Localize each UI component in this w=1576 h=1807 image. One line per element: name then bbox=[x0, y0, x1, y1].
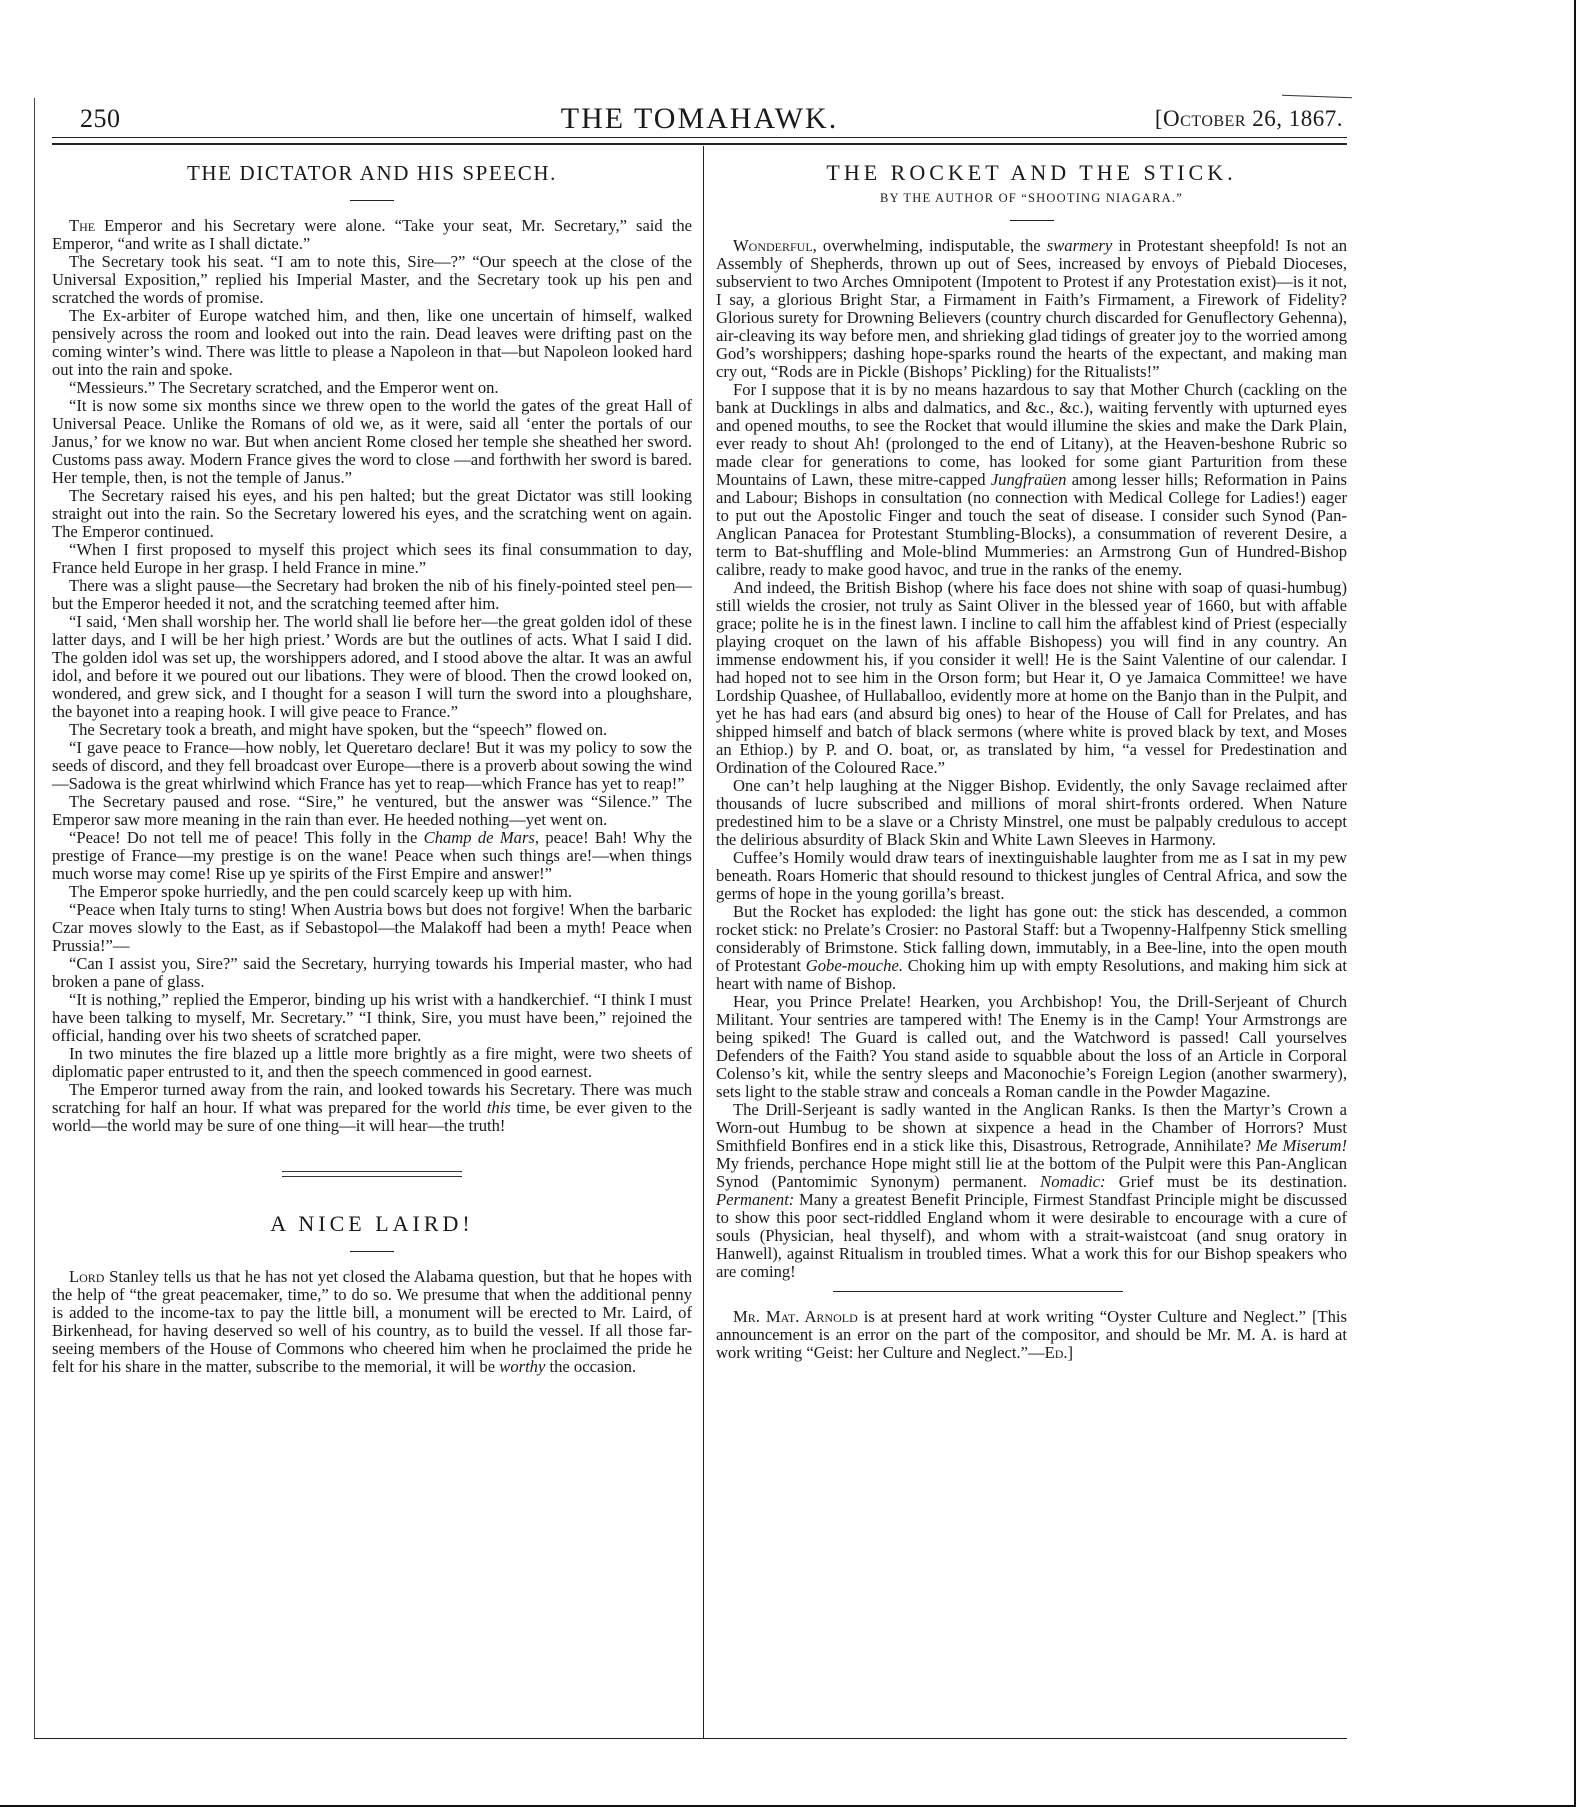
paragraph-text: “Peace when Italy turns to sting! When Austria bows but does not forgive! When the barbaric Czar moves slowly to the East, as if Sebastopol—the Malakoff had been a myth! Peace when Prussia!”— bbox=[52, 900, 692, 955]
paragraph-text: , overwhelming, indisputable, the bbox=[812, 236, 1047, 255]
title-rule bbox=[350, 1251, 394, 1252]
paragraph bbox=[52, 379, 692, 397]
paragraph-text: “Messieurs.” The Secretary scratched, and the Emperor went on. bbox=[69, 378, 499, 397]
article-byline: BY THE AUTHOR OF “SHOOTING NIAGARA.” bbox=[880, 191, 1183, 205]
paragraph bbox=[52, 613, 692, 721]
article-dictator-speech bbox=[52, 160, 692, 1135]
paragraph-lead: The bbox=[69, 216, 96, 235]
italic-text: Permanent: bbox=[716, 1190, 795, 1209]
italic-text: Nomadic: bbox=[1040, 1172, 1106, 1191]
paragraph-text: For I suppose that it is by no means hazardous to say that Mother Church (cackling on the bank at Ducklings in albs and dalmatics, and &c., &c.), waiting fervently with upturned eyes and opened mouths, to see the Rocket that would illumine the skies and make the Dark Plain, ever ready to shout Ah! (prolonged to the end of Litany), at the Heaven-beshone Rubric so made clear for generations to come, has looked for some giant Parturition from these Mountains of Lawn, these mitre-capped bbox=[716, 380, 1347, 489]
article-separator bbox=[282, 1171, 462, 1177]
italic-text: Jungfraüen bbox=[990, 470, 1067, 489]
paragraph-text: “I said, ‘Men shall worship her. The world shall lie before her—the great golden idol of these latter days, and I will be her high priest.’ Words are but the outlines of acts. What I said I did. The golden idol was set up, the worshippers adored, and I stood above the altar. It was an awful idol, and before it we poured out our libations. They were of blood. Then the crowd looked on, wondered, and grew sick, and I thought for a season I will turn the sword into a ploughshare, the bayonet into a reaping hook. I will give peace to France.” bbox=[52, 612, 692, 721]
column-divider bbox=[703, 146, 704, 1738]
article-rocket-stick bbox=[716, 160, 1347, 1281]
italic-text: worthy bbox=[499, 1357, 546, 1376]
paragraph-text: “When I first proposed to myself this project which sees its final consummation to day, France held Europe in her grasp. I held France in mine.” bbox=[52, 540, 692, 577]
paragraph-text: Cuffee’s Homily would draw tears of inextinguishable laughter from me as I sat in my pew beneath. Roars Homeric that should resound to thickest jungles of Central Africa, and sow the germs of hope in the young gorilla’s breast. bbox=[716, 848, 1347, 903]
italic-text: this bbox=[486, 1098, 511, 1117]
paragraph bbox=[52, 829, 692, 883]
paragraph bbox=[52, 1081, 692, 1135]
paragraph bbox=[52, 397, 692, 487]
article-nice-laird bbox=[52, 1211, 692, 1376]
italic-text: Gobe-mouche. bbox=[805, 956, 903, 975]
paragraph-text: Grief must be its destination. bbox=[1105, 1172, 1347, 1191]
paragraph-text: the occasion. bbox=[545, 1357, 637, 1376]
article-body bbox=[52, 217, 692, 1135]
paragraph bbox=[716, 1308, 1347, 1362]
left-column bbox=[52, 160, 692, 1376]
paragraph-text: , peace! Bah! Why the prestige of France—my prestige is on the wane! Peace when such things are!—when things much worse may come! Rise up ye spirits of the First Empire and answer!” bbox=[52, 828, 692, 883]
paragraph bbox=[52, 991, 692, 1045]
paragraph-text: The Emperor turned away from the rain, and looked towards his Secretary. There was much scratching for half an hour. If what was prepared for the world bbox=[52, 1080, 692, 1117]
article-body bbox=[52, 1268, 692, 1376]
article-title: THE ROCKET AND THE STICK. bbox=[826, 160, 1237, 185]
article-title: THE DICTATOR AND HIS SPEECH. bbox=[186, 161, 557, 185]
paragraph-text: Emperor and his Secretary were alone. “Take your seat, Mr. Secretary,” said the Emperor, “and write as I shall dictate.” bbox=[52, 216, 692, 253]
paragraph bbox=[716, 777, 1347, 849]
paragraph-lead: Mr. Mat. Arnold bbox=[733, 1307, 858, 1326]
header-rule-top bbox=[52, 137, 1347, 138]
paragraph-text: “Peace! Do not tell me of peace! This folly in the bbox=[69, 828, 424, 847]
title-rule bbox=[350, 200, 394, 201]
article-title: A NICE LAIRD! bbox=[270, 1211, 474, 1236]
paragraph bbox=[52, 1268, 692, 1376]
article-body bbox=[716, 237, 1347, 1281]
paragraph-text: The Emperor spoke hurriedly, and the pen could scarcely keep up with him. bbox=[69, 882, 573, 901]
paragraph bbox=[716, 579, 1347, 777]
paragraph-text: The Drill-Serjeant is sadly wanted in the Anglican Ranks. Is then the Martyr’s Crown a Worn-out Humbug to be shown at sixpence a head in the Chamber of Horrors? Must Smithfield Bonfires end in a stick like this, Disastrous, Retrograde, Annihilate? bbox=[716, 1100, 1347, 1155]
paragraph-text: The Secretary paused and rose. “Sire,” he ventured, but the answer was “Silence.” The Emperor saw more meaning in the rain than ever. He heeded nothing—yet went on. bbox=[52, 792, 692, 829]
paragraph bbox=[52, 721, 692, 739]
italic-text: Champ de Mars bbox=[423, 828, 535, 847]
header-rule-bottom bbox=[52, 143, 1347, 145]
article-mat-arnold bbox=[716, 1308, 1347, 1362]
paragraph bbox=[52, 487, 692, 541]
paragraph-text: Stanley tells us that he has not yet closed the Alabama question, but that he hopes with the help of “the great peacemaker, time,” to do so. We presume that when the additional penny is added to the income-tax to pay the little bill, a monument will be erected to Mr. Laird, of Birkenhead, for having deserved so well of his country, as to build the vessel. If all those far-seeing members of the House of Commons who cheered him when he proclaimed the pride he felt for his share in the matter, subscribe to the memorial, it will be bbox=[52, 1267, 692, 1376]
paragraph bbox=[52, 739, 692, 793]
page-number: 250 bbox=[80, 104, 121, 133]
paragraph bbox=[52, 955, 692, 991]
paragraph bbox=[716, 237, 1347, 381]
paragraph bbox=[52, 307, 692, 379]
paragraph-text: among lesser hills; Reformation in Pains and Labour; Bishops in consultation (no connection with Medical College for Ladies!) eager to put out the Apostolic Finger and touch the seat of disease. I consider such Synod (Pan-Anglican Panacea for Protestant Stumbling-Blocks), a consummation of reverent Desire, a term to Bat-shuffling and Mole-blind Mummeries: an Armstrong Gun of Hundred-Bishop calibre, ready to make good havoc, and true in the ranks of the enemy. bbox=[716, 470, 1348, 579]
paragraph-lead: Lord bbox=[69, 1267, 105, 1286]
paragraph-text: “I gave peace to France—how nobly, let Queretaro declare! But it was my policy to sow the seeds of discord, and they fell broadcast over Europe—there is a proverb about sowing the wind—Sadowa is the great whirlwind which France has yet to reap—which France has yet to reap!” bbox=[52, 738, 692, 793]
paragraph-text: “Can I assist you, Sire?” said the Secretary, hurrying towards his Imperial master, who had broken a pane of glass. bbox=[52, 954, 692, 991]
paragraph bbox=[52, 883, 692, 901]
paragraph-text: in Protestant sheepfold! Is not an Assembly of Shepherds, thrown up out of Sees, increased by envoys of Piebald Dioceses, subservient to two Arches Omnipotent (Impotent to Protest if any Protestation exist)—is it not, I say, a glorious Bright Star, a Firmament in Faith’s Firmament, a Firework of Fidelity? Glorious surety for Drowning Believers (country church discarded for Genuflectory Gehenna), air-cleaving its way before men, and shrieking glad tidings of greater joy to the worried among God’s worshippers; dashing hope-sparks round the hearts of the expectant, and making man cry out, “Rods are in Pickle (Bishops’ Pickling) for the Ritualists!” bbox=[716, 236, 1347, 381]
paragraph-text: is at present hard at work writing “Oyster Culture and Neglect.” [This announcement is an error on the part of the compositor, and should be Mr. M. A. is hard at work writing “Geist: her Culture and Neglect.”— bbox=[716, 1307, 1347, 1362]
page-left-border bbox=[34, 98, 35, 1738]
italic-text: Me Miserum! bbox=[1256, 1136, 1347, 1155]
paragraph-text: time, be ever given to the world—the world may be sure of one thing—it will hear—the truth! bbox=[52, 1098, 692, 1135]
article-body bbox=[716, 1308, 1347, 1362]
paragraph bbox=[716, 1101, 1347, 1281]
paragraph bbox=[716, 381, 1347, 579]
paragraph-text: The Secretary took a breath, and might have spoken, but the “speech” flowed on. bbox=[69, 720, 608, 739]
paragraph-text: In two minutes the fire blazed up a little more brightly as a fire might, were two sheets of diplomatic paper entrusted to it, and then the speech commenced in good earnest. bbox=[52, 1044, 692, 1081]
paragraph-text: The Ex-arbiter of Europe watched him, and then, like one uncertain of himself, walked pensively across the room and looked out into the rain. Dead leaves were drifting past on the coming winter’s wind. There was little to please a Napoleon in that—but Napoleon looked hard out into the rain and spoke. bbox=[52, 306, 692, 379]
paragraph bbox=[52, 577, 692, 613]
paragraph-text: Many a greatest Benefit Principle, Firmest Standfast Principle might be discussed to show this poor sect-riddled England whom it were desirable to encourage with a cure of souls (Physician, heal thyself), and whom with a strait-waistcoat (and snug oratory in Hanwell), against Ritualism in troubled times. What a work this for our Bishop speakers who are coming! bbox=[716, 1190, 1347, 1281]
paragraph bbox=[716, 993, 1347, 1101]
paragraph-text: The Secretary took his seat. “I am to note this, Sire—?” “Our speech at the close of the Universal Exposition,” replied his Imperial Master, and the Secretary took up his pen and scratched the words of promise. bbox=[52, 252, 692, 307]
masthead-title: THE TOMAHAWK. bbox=[560, 102, 839, 135]
paragraph-text: Choking him up with empty Resolutions, and making him sick at heart with name of Bishop. bbox=[716, 956, 1347, 993]
paragraph-text: Hear, you Prince Prelate! Hearken, you Archbishop! You, the Drill-Serjeant of Church Militant. Your sentries are tampered with! The Enemy is in the Camp! Your Armstrongs are being spiked! The Guard is called out, and the Watchword is passed! Call yourselves Defenders of the Faith? You stand aside to squabble about the loss of an Article in Corporal Colenso’s kit, while the sentry sleeps and Maconochie’s Foreign Legion (another swarmery), sets light to the stable straw and conceals a Roman candle in the Powder Magazine. bbox=[716, 992, 1347, 1101]
paragraph-text: One can’t help laughing at the Nigger Bishop. Evidently, the only Savage reclaimed after thousands of lucre subscribed and millions of moral shirt-fronts ordered. When Nature predestined him to be a slave or a Christy Minstrel, one must be palpably credulous to accept the delirious absurdity of Black Skin and White Lawn Sleeves in Harmony. bbox=[716, 776, 1347, 849]
paragraph bbox=[52, 793, 692, 829]
paragraph-text: But the Rocket has exploded: the light has gone out: the stick has descended, a common rocket stick: no Prelate’s Crosier: no Pastoral Staff: but a Twopenny-Halfpenny Stick smelling considerably of Brimstone. Stick falling down, immutably, in a Bee-line, into the open mouth of Protestant bbox=[716, 902, 1347, 975]
paragraph bbox=[716, 903, 1347, 993]
issue-date: [October 26, 1867. bbox=[1154, 106, 1343, 131]
paragraph-lead: Ed. bbox=[1044, 1343, 1068, 1362]
paragraph-text: The Secretary raised his eyes, and his pen halted; but the great Dictator was still looking straight out into the rain. So the Secretary lowered his eyes, and the scratching went on again. The Emperor continued. bbox=[52, 486, 692, 541]
paragraph-text: And indeed, the British Bishop (where his face does not shine with soap of quasi-humbug) still wields the crosier, not truly as Saint Oliver in the blessed year of 1660, but with affable grace; polite he is in the finest lawn. I incline to call him the affablest kind of Priest (especially playing croquet on the lawn of his affable Bishopess) you will find in any country. An immense endowment his, if you consider it well! He is the Saint Valentine of our calendar. I had hoped not to see him in the Orson form; but Hear it, O ye Jamaica Committee! we have Lordship Quashee, of Hullaballoo, evidently more at home on the Banjo than in the Pulpit, and yet he has had ears (and absurd big ones) to hear of the House of Call for Prelates, and has shipped himself and batch of black sermons (where white is proved black by text, and Moses an Ethiop.) by P. and O. boat, or, as translated by him, “a vessel for Predestination and Ordination of the Coloured Race.” bbox=[716, 578, 1347, 777]
paragraph-text: My friends, perchance Hope might still lie at the bottom of the Pulpit were this Pan-Anglican Synod (Pantomimic Synonym) permanent. bbox=[716, 1154, 1347, 1191]
article-separator bbox=[833, 1291, 1123, 1292]
page-bottom-rule bbox=[34, 1738, 1347, 1739]
paragraph bbox=[52, 541, 692, 577]
paragraph-text: ] bbox=[1067, 1343, 1074, 1362]
paragraph-text: There was a slight pause—the Secretary had broken the nib of his finely-pointed steel pen—but the Emperor heeded it not, and the scratching teemed after him. bbox=[52, 576, 692, 613]
paragraph-text: “It is now some six months since we threw open to the world the gates of the great Hall of Universal Peace. Unlike the Romans of old we, as it were, said all ‘enter the portals of our Janus,’ for we know no war. But when ancient Rome closed her temple she sheathed her sword. Customs pass away. Modern France gives the word to close —and forthwith her sword is bared. Her temple, then, is not the temple of Janus.” bbox=[52, 396, 692, 487]
title-rule bbox=[1010, 220, 1054, 221]
paragraph bbox=[716, 849, 1347, 903]
page-header bbox=[52, 100, 1347, 140]
paragraph bbox=[52, 901, 692, 955]
paragraph-text: “It is nothing,” replied the Emperor, binding up his wrist with a handkerchief. “I think I must have been talking to myself, Mr. Secretary.” “I think, Sire, you must have been,” rejoined the official, handing over his two sheets of scratched paper. bbox=[52, 990, 692, 1045]
paragraph bbox=[52, 1045, 692, 1081]
right-column bbox=[716, 160, 1347, 1362]
italic-text: swarmery bbox=[1046, 236, 1113, 255]
paragraph-lead: Wonderful bbox=[733, 236, 813, 255]
paragraph bbox=[52, 217, 692, 253]
paragraph bbox=[52, 253, 692, 307]
